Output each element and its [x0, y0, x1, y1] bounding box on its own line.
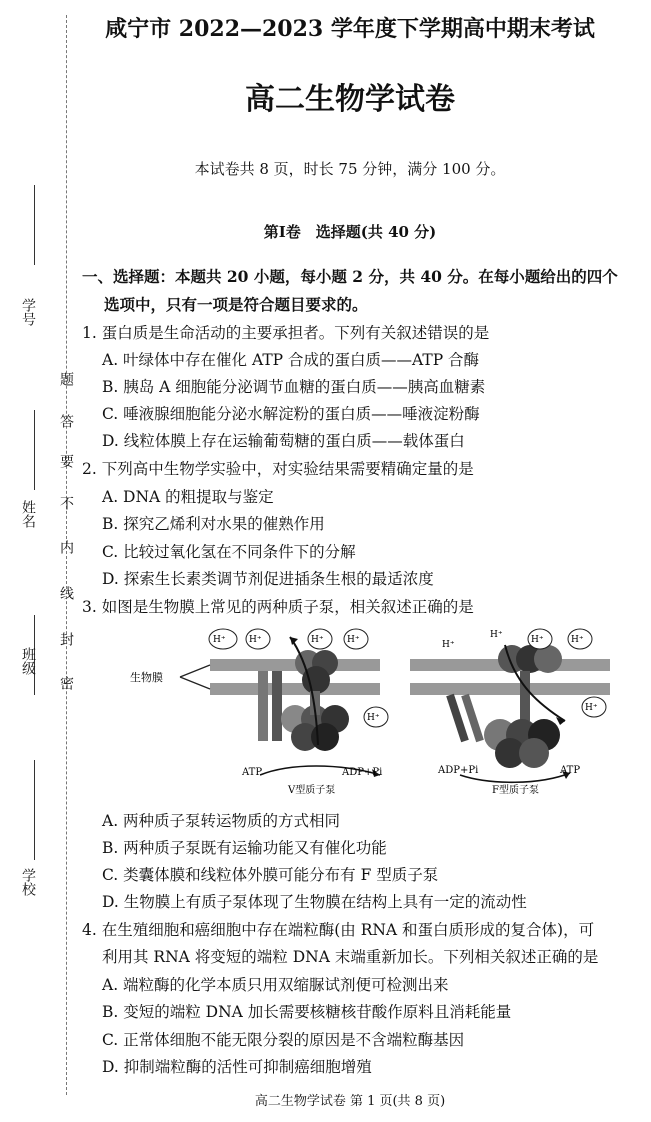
membrane-lower-v: [210, 683, 380, 695]
seal-char: 答: [58, 414, 74, 428]
paper-info: 本试卷共 8 页，时长 75 分钟，满分 100 分。: [194, 160, 506, 178]
question-stem: 1. 蛋白质是生命活动的主要承担者。下列有关叙述错误的是: [82, 324, 490, 342]
seal-char: 封: [58, 632, 74, 646]
seal-char: 要: [58, 454, 74, 468]
h-ion: H⁺: [585, 703, 598, 713]
question-stem: 利用其 RNA 将变短的端粒 DNA 末端重新加长。下列相关叙述正确的是: [102, 948, 599, 966]
name-blank[interactable]: [34, 410, 35, 490]
answer-option[interactable]: C. 正常体细胞不能无限分裂的原因是不含端粒酶基因: [102, 1031, 465, 1049]
h-ion: H⁺: [311, 635, 324, 645]
membrane-label: 生物膜: [130, 671, 163, 684]
question-stem: 2. 下列高中生物学实验中，对实验结果需要精确定量的是: [82, 460, 474, 478]
instructions-line: 一、选择题：本题共 20 小题，每小题 2 分，共 40 分。在每小题给出的四个: [82, 267, 618, 286]
answer-option[interactable]: B. 变短的端粒 DNA 加长需要核糖核苷酸作原料且消耗能量: [102, 1003, 512, 1021]
answer-option[interactable]: A. DNA 的粗提取与鉴定: [102, 488, 274, 506]
exam-title: 咸宁市 2022—2023 学年度下学期高中期末考试: [105, 16, 595, 42]
h-ion: H⁺: [442, 640, 455, 650]
answer-option[interactable]: A. 叶绿体中存在催化 ATP 合成的蛋白质——ATP 合酶: [102, 351, 480, 369]
adp-label-v: ADP+Pi: [342, 767, 383, 778]
seal-char: 不: [58, 496, 74, 510]
atp-label-v: ATP: [242, 767, 263, 778]
answer-option[interactable]: D. 探索生长素类调节剂促进插条生根的最适浓度: [102, 570, 434, 588]
seal-char: 线: [58, 586, 74, 600]
name-label: 姓名: [20, 500, 36, 528]
answer-option[interactable]: B. 胰岛 A 细胞能分泌调节血糖的蛋白质——胰高血糖素: [102, 378, 486, 396]
seal-char: 密: [58, 676, 74, 690]
f-pump-label: F型质子泵: [492, 785, 539, 796]
question-stem: 4. 在生殖细胞和癌细胞中存在端粒酶(由 RNA 和蛋白质形成的复合体)，可: [82, 921, 595, 939]
h-ion: H⁺: [490, 630, 503, 640]
h-ion: H⁺: [571, 635, 584, 645]
h-ion: H⁺: [213, 635, 226, 645]
adp-label-f: ADP+Pi: [438, 765, 479, 776]
proton-pump-figure: [120, 625, 610, 805]
class-label: 班级: [20, 647, 36, 675]
seal-char: 题: [58, 372, 74, 386]
atp-label-f: ATP: [560, 765, 581, 776]
membrane-pointer: [180, 665, 210, 689]
seal-char: 内: [58, 540, 74, 554]
school-blank[interactable]: [34, 760, 35, 860]
instructions-line: 选项中，只有一项是符合题目要求的。: [104, 295, 368, 314]
paper-subtitle: 高二生物学试卷: [245, 82, 455, 117]
answer-option[interactable]: C. 比较过氧化氢在不同条件下的分解: [102, 543, 356, 561]
h-ion: H⁺: [367, 713, 380, 723]
answer-option[interactable]: D. 抑制端粒酶的活性可抑制癌细胞增殖: [102, 1058, 372, 1076]
h-ion: H⁺: [249, 635, 262, 645]
answer-option[interactable]: C. 类囊体膜和线粒体外膜可能分布有 F 型质子泵: [102, 866, 439, 884]
h-ion: H⁺: [531, 635, 544, 645]
membrane-lower-f: [410, 683, 610, 695]
answer-option[interactable]: A. 端粒酶的化学本质只用双缩脲试剂便可检测出来: [102, 976, 449, 994]
section-heading: 第Ⅰ卷 选择题(共 40 分): [263, 223, 437, 241]
answer-option[interactable]: D. 线粒体膜上存在运输葡萄糖的蛋白质——载体蛋白: [102, 432, 465, 450]
student-id-label: 学号: [20, 298, 36, 326]
answer-option[interactable]: B. 两种质子泵既有运输功能又有催化功能: [102, 839, 387, 857]
school-label: 学校: [20, 868, 36, 896]
answer-option[interactable]: B. 探究乙烯利对水果的催熟作用: [102, 515, 325, 533]
page-footer: 高二生物学试卷 第 1 页(共 8 页): [254, 1094, 446, 1109]
membrane-upper-v: [210, 659, 380, 671]
answer-option[interactable]: D. 生物膜上有质子泵体现了生物膜在结构上具有一定的流动性: [102, 893, 527, 911]
h-ion: H⁺: [347, 635, 360, 645]
answer-option[interactable]: C. 唾液腺细胞能分泌水解淀粉的蛋白质——唾液淀粉酶: [102, 405, 480, 423]
answer-option[interactable]: A. 两种质子泵转运物质的方式相同: [102, 812, 341, 830]
v-pump-label: V型质子泵: [288, 785, 336, 796]
question-stem: 3. 如图是生物膜上常见的两种质子泵，相关叙述正确的是: [82, 598, 474, 616]
